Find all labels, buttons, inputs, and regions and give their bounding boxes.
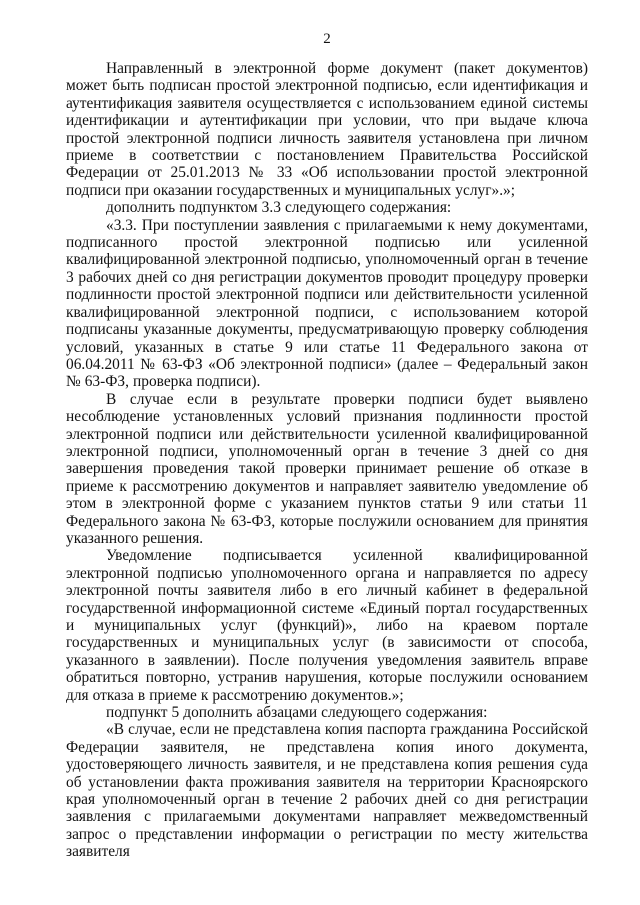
paragraph-notification: Уведомление подписывается усиленной квалифицированной электронной подписью уполномоченного органа и направляется по адресу электронной почты заявителя либо в его личный кабинет в федеральной государственной информационной системе «Единый портал государственных и муниципальных услуг (функций)», либо на краевом портале государственных и муниципальных услуг (в зависимости от способа, указанного в заявлении). После получения уведомления заявитель вправе обратиться повторно, устранив нарушения, которые послужили основанием для отказа в приеме к рассмотрению документов.»;: [66, 547, 588, 704]
paragraph-passport-copy: «В случае, если не представлена копия паспорта гражданина Российской Федерации заявителя, не представлена копия иного документа, удостоверяющего личность заявителя, и не представлена копия решения суда об установлении факта проживания заявителя на территории Красноярского края уполномоченный орган в течение 2 рабочих дней со дня регистрации заявления с прилагаемыми документами направляет межведомственный запрос о представлении информации о регистрации по месту жительства заявителя: [66, 721, 588, 861]
paragraph-add-to-subclause-5: подпункт 5 дополнить абзацами следующего содержания:: [106, 704, 488, 722]
paragraph-verification-failure: В случае если в результате проверки подписи будет выявлено несоблюдение установленных условий признания подлинности простой электронной подписи или действительности усиленной квалифицированной электронной подписи, уполномоченный орган в течение 3 дней со дня завершения проведения такой проверки принимает решение об отказе в приеме к рассмотрению документов и направляет заявителю уведомление об этом в электронной форме с указанием пунктов статьи 9 или статьи 11 Федерального закона № 63-ФЗ, которые послужили основанием для принятия указанного решения.: [66, 390, 588, 547]
page-number: 2: [323, 31, 331, 47]
paragraph-subclause-3-3: «3.3. При поступлении заявления с прилагаемыми к нему документами, подписанного простой электронной подписью или усиленной квалифицированной электронной подписью, уполномоченный орган в течение 3 рабочих дней со дня регистрации документов проводит процедуру проверки подлинности простой электронной подписи или действительности усиленной квалифицированной электронной подписи, с использованием которой подписаны указанные документы, предусматривающую проверку соблюдения условий, указанных в статье 9 или статье 11 Федерального закона от 06.04.2011 № 63-ФЗ «Об электронной подписи» (далее – Федеральный закон № 63-ФЗ, проверка подписи).: [66, 216, 588, 391]
paragraph-electronic-signature: Направленный в электронной форме документ (пакет документов) может быть подписан простой электронной подписью, если идентификация и аутентификация заявителя осуществляется с использованием единой системы идентификации и аутентификации при условии, что при выдаче ключа простой электронной подписи личность заявителя установлена при личном приеме в соответствии с постановлением Правительства Российской Федерации от 25.01.2013 № 33 «Об использовании простой электронной подписи при оказании государственных и муниципальных услуг».»;: [66, 60, 588, 199]
paragraph-add-subclause-3-3: дополнить подпунктом 3.3 следующего содержания:: [106, 199, 452, 217]
